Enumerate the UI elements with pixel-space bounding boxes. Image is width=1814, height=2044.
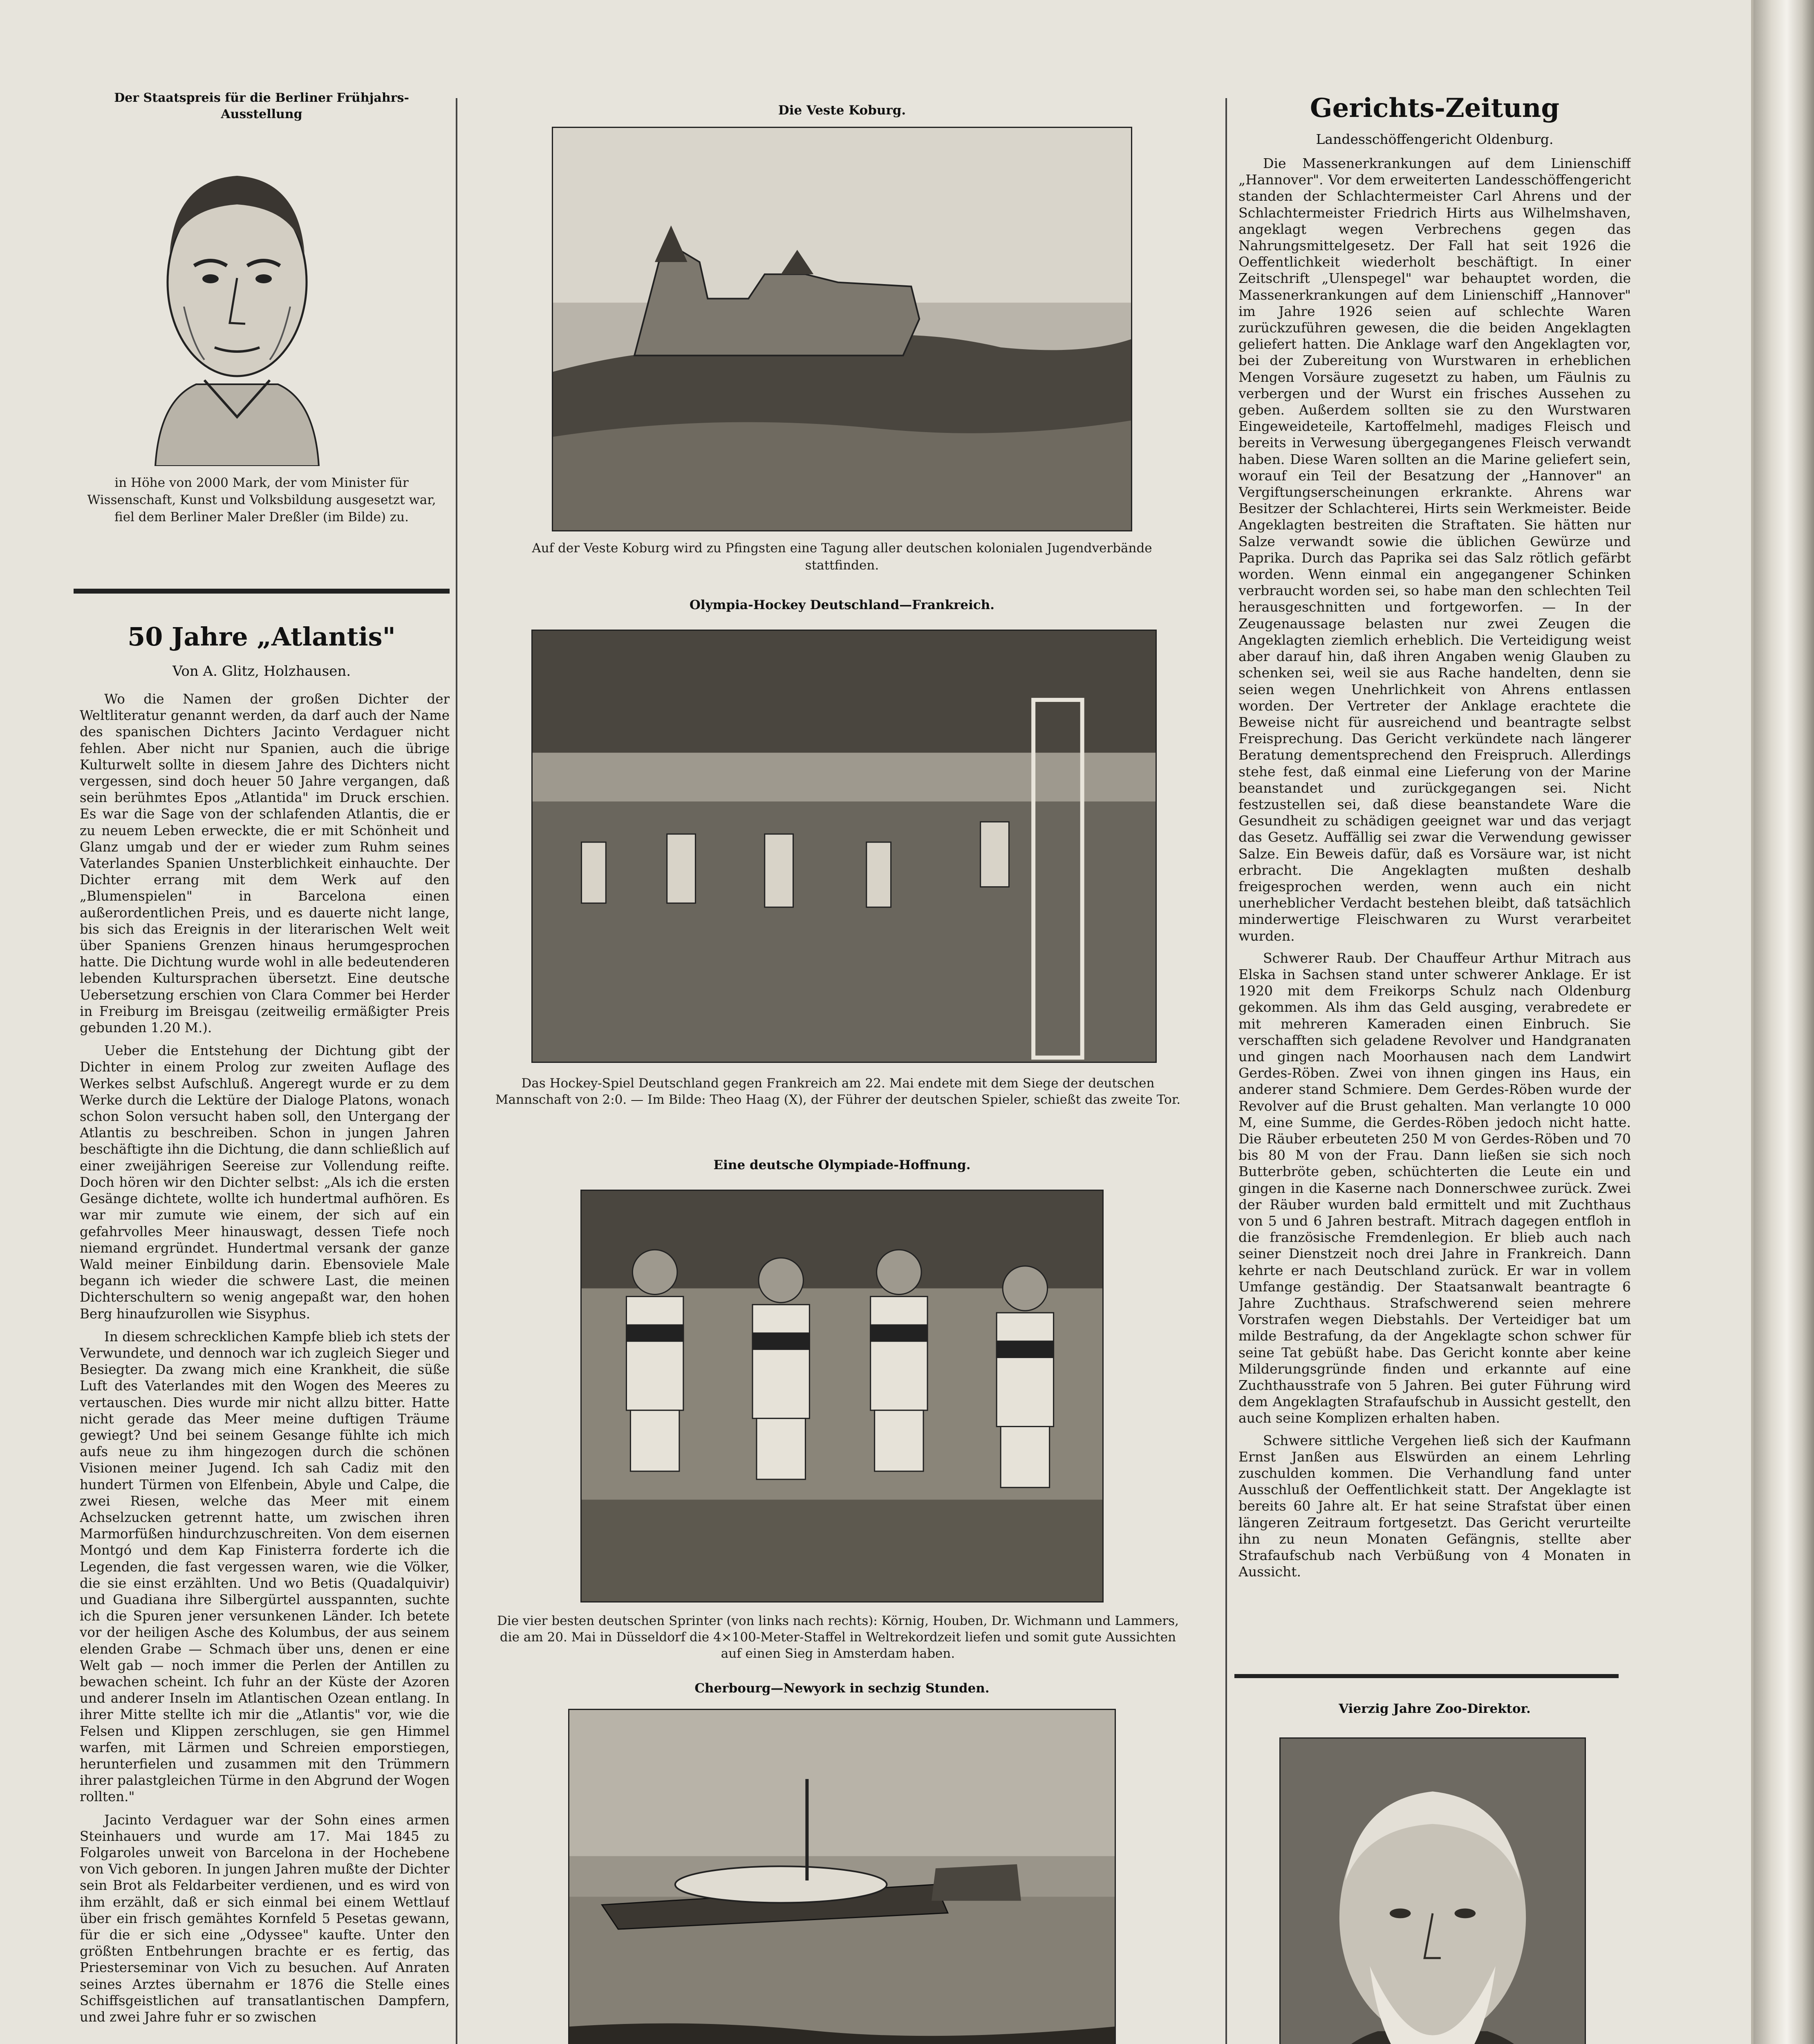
article-paragraph: In diesem schrecklichen Kampfe blieb ich stets der Verwundete, und dennoch war ich zugleich Sieger und Besiegter. Da zwang mich eine Krankheit, die süße Luft des Vaterlandes mit den Wogen des Meeres zu vertauschen. Dies wurde mir nicht allzu bitter. Hatte nicht gerade das Meer meine duftigen Träume gewiegt? Und bei seinem Gesange fühlte ich mich aufs neue zu ihm hingezogen durch die schönen Visionen meiner Jugend. Ich sah Cadiz mit den hundert Türmen von Elfenbein, Abyle und Calpe, die zwei Riesen, welche das Meer mit einem Achselzucken getrennt hatte, um zwischen ihren Marmorfüßen hindurchzuschreiten. Von dem eisernen Montgó und dem Kap Finisterra forderte ich die Legenden, die fast vergessen waren, wie die Völker, die sie einst erzählten. Und wo Betis (Quadalquivir) und Guadiana ihre Silbergürtel ausspannten, suchte ich die Spuren jener versunkenen Länder. Ich betete vor der heiligen Asche des Kolumbus, der aus seinem elenden Grabe — Schmach über uns, denen er eine Welt gab — noch immer die Perlen der Antillen zu bewachen scheint. Ich fuhr an der Küste der Azoren und anderer Inseln im Atlantischen Ozean entlang. In ihrer Mitte stellte ich mir die „Atlantis" vor, wie die Felsen und Klippen zerschlugen, sie gen Himmel warfen, mit Lärmen und Schreien emporstiegen, herunterfielen und zusammen mit den Trümmern ihrer palastgleichen Türme in den Abgrund der Wogen rollten." xyxy=(80,1329,450,1805)
column-rule xyxy=(1225,98,1227,2044)
sprinter-title: Eine deutsche Olympiade-Hoffnung. xyxy=(713,1158,971,1172)
boat-title: Cherbourg—Newyork in sechzig Stunden. xyxy=(694,1681,990,1696)
court-name: Landesschöffengericht Oldenburg. xyxy=(1316,131,1554,147)
portrait-caption: in Höhe von 2000 Mark, der vom Minister für Wissenschaft, Kunst und Volksbildung ausgesetzt war, fiel dem Berliner Maler Dreßler (im Bilde) zu. xyxy=(87,475,436,524)
zoo-director-portrait xyxy=(1279,1737,1586,2044)
article-body xyxy=(80,691,450,2044)
article-paragraph: Wo die Namen der großen Dichter der Weltliteratur genannt werden, da darf auch der Name des spanischen Dichters Jacinto Verdaguer nicht fehlen. Aber nicht nur Spanien, auch die übrige Kulturwelt sollte in diesem Jahre des Dichters nicht vergessen, sind doch heuer 50 Jahre vergangen, daß sein berühmtes Epos „Atlantida" im Druck erschien. Es war die Sage von der schlafenden Atlantis, die er zu neuem Leben erweckte, die er mit Schönheit und Glanz umgab und der er wieder zum Ruhm seines Vaterlandes Spanien Unsterblichkeit einhauchte. Der Dichter errang mit dem Werk auf den „Blumenspielen" in Barcelona einen außerordentlichen Preis, und es dauerte nicht lange, bis sich das Ereignis in der literarischen Welt weit über Spaniens Grenzen hinaus herumgesprochen hatte. Die Dichtung wurde wohl in alle bedeutenderen lebenden Kultursprachen übersetzt. Eine deutsche Uebersetzung erschien von Clara Commer bei Herder in Freiburg im Breisgau (zeitweilig ermäßigter Preis gebunden 1.20 M.). xyxy=(80,691,450,1036)
court-reports xyxy=(1238,155,1631,1668)
veste-koburg-photo xyxy=(552,127,1132,531)
article-paragraph: Jacinto Verdaguer war der Sohn eines armen Steinhauers und wurde am 17. Mai 1845 zu Folgaroles unweit von Barcelona in der Hochebene von Vich geboren. In jungen Jahren mußte der Dichter sein Brot als Feldarbeiter verdienen, und es wird von ihm erzählt, daß er sich einmal bei einem Wettlauf über ein frisch gemähtes Kornfeld 5 Pesetas gewann, für die er sich eine „Odyssee" kaufte. Unter den größten Entbehrungen brachte er es fertig, das Priesterseminar von Vich zu besuchen. Auf Anraten seines Arztes übernahm er 1876 die Stelle eines Schiffsgeistlichen auf transatlantischen Dampfern, und zwei Jahre fuhr er so zwischen xyxy=(80,1812,450,2025)
article-paragraph: Ueber die Entstehung der Dichtung gibt der Dichter in einem Prolog zur zweiten Auflage des Werkes selbst Aufschluß. Angeregt wurde er zu dem Werke durch die Lektüre der Dialoge Platons, wonach schon Solon versucht haben soll, den Untergang der Atlantis zu beschreiben. Schon in jungen Jahren beschäftigte ihn die Dichtung, die dann schließlich auf einer zweijährigen Seereise zur Vollendung reifte. Doch hören wir den Dichter selbst: „Als ich die ersten Gesänge dichtete, wollte ich hundertmal aufhören. Es war mir zumute wie einem, der sich auf ein gefahrvolles Meer hinauswagt, dessen Tiefe noch niemand ergründet. Hundertmal versank der ganze Wald meiner Einbildung darin. Ebensoviele Male begann ich wieder die schwere Last, die meinen Dichterschultern so wenig angepaßt war, den hohen Berg hinaufzurollen wie Sisyphus. xyxy=(80,1043,450,1322)
ocean-glider-photo xyxy=(568,1709,1116,2044)
article-title: 50 Jahre „Atlantis" xyxy=(128,622,396,652)
court-report-paragraph: Die Massenerkrankungen auf dem Linienschiff „Hannover". Vor dem erweiterten Landesschöffengericht standen der Schlachtermeister Carl Ahrens und der Schlachtermeister Friedrich Hirts aus Wilhelmshaven, angeklagt wegen Verbrechens gegen das Nahrungsmittelgesetz. Der Fall hat seit 1926 die Oeffentlichkeit wiederholt beschäftigt. In einer Zeitschrift „Ulenspegel" war behauptet worden, die Massenerkrankungen auf dem Linienschiff „Hannover" im Jahre 1926 seien auf schlechte Waren zurückzuführen gewesen, die die beiden Angeklagten geliefert hatten. Die Anklage warf den Angeklagten vor, bei der Zubereitung von Wurstwaren in erheblichen Mengen Vorsäure zugesetzt zu haben, um Fäulnis zu verbergen und der Wurst ein frisches Aussehen zu geben. Außerdem sollten sie zu den Wurstwaren Eingeweideteile, Kartoffelmehl, madiges Fleisch und bereits in Verwesung übergegangenes Fleisch verwandt haben. Diese Waren sollten an die Marine geliefert sein, worauf ein Teil der Besatzung der „Hannover" an Vergiftungserscheinungen erkrankte. Ahrens war Besitzer der Schlachterei, Hirts sein Werkmeister. Beide Angeklagten bestreiten die Straftaten. Sie hätten nur Salze verwandt sowie die üblichen Gewürze und Paprika. Durch das Paprika sei das Salz rötlich gefärbt worden. Wenn einmal ein angegangener Schinken verbraucht worden sei, so habe man den schlechten Teil herausgeschnitten und fortgeworfen. — In der Zeugenaussage belasten nur zwei Zeugen die Angeklagten ziemlich erheblich. Die Verteidigung weist aber darauf hin, daß ihren Angaben wenig Glauben zu schenken sei, weil sie aus Rache handelten, denn sie seien wegen Unehrlichkeit von Ahrens entlassen worden. Der Vertreter der Anklage erachtete die Beweise nicht für ausreichend und beantragte selbst Freisprechung. Das Gericht verkündete nach längerer Beratung dementsprechend den Freispruch. Allerdings stehe fest, daß einmal eine Lieferung von der Marine beanstandet und zurückgegangen sei. Nicht festzustellen sei, daß diese beanstandete Ware die Gesundheit zu schädigen geeignet war und das verjagt das Gesetz. Auffällig sei zwar die Verwendung gewisser Salze. Ein Beweis dafür, daß es Vorsäure war, ist nicht erbracht. Die Angeklagten mußten deshalb freigesprochen werden, wenn auch ein nicht unerheblicher Verdacht bestehen bleibt, daß tatsächlich minderwertige Fleischwaren zu Wurst verarbeitet wurden. xyxy=(1238,155,1631,944)
sprinter-caption: Die vier besten deutschen Sprinter (von links nach rechts): Körnig, Houben, Dr. Wichmann und Lammers, die am 20. Mai in Düsseldorf die 4×100-Meter-Staffel in Weltrekordzeit liefen und somit gute Aussichten auf einen Sieg in Amsterdam haben. xyxy=(497,1614,1179,1661)
hockey-caption: Das Hockey-Spiel Deutschland gegen Frankreich am 22. Mai endete mit dem Siege der deutschen Mannschaft von 2:0. — Im Bilde: Theo Haag (X), der Führer der deutschen Spieler, schießt das zweite Tor. xyxy=(495,1076,1181,1107)
veste-caption: Auf der Veste Koburg wird zu Pfingsten eine Tagung aller deutschen kolonialen Jugendverbände stattfinden. xyxy=(532,541,1152,573)
column-divider-rule xyxy=(74,589,450,594)
hockey-title: Olympia-Hockey Deutschland—Frankreich. xyxy=(689,598,995,612)
hockey-match-photo xyxy=(531,630,1157,1063)
court-section-title: Gerichts-Zeitung xyxy=(1310,93,1560,123)
column-rule xyxy=(456,98,457,2044)
veste-title: Die Veste Koburg. xyxy=(778,103,906,118)
sprinters-photo xyxy=(580,1190,1104,1602)
portrait-sketch-painter xyxy=(123,131,352,466)
portrait-title: Der Staatspreis für die Berliner Frühjahrs-Ausstellung xyxy=(114,91,409,121)
man-portrait-drawing xyxy=(123,131,352,466)
court-report-paragraph: Schwere sittliche Vergehen ließ sich der Kaufmann Ernst Janßen aus Elswürden an einem Lehrling zuschulden kommen. Die Verhandlung fand unter Ausschluß der Oeffentlichkeit statt. Der Angeklagte ist bereits 60 Jahre alt. Er hat seine Strafstat über einen längeren Zeitraum fortgesetzt. Das Gericht verurteilte ihn zu neun Monaten Gefängnis, stellte aber Strafaufschub nach Verbüßung von 4 Monaten in Aussicht. xyxy=(1238,1432,1631,1580)
book-binding-edge xyxy=(1754,0,1814,2044)
zoo-title: Vierzig Jahre Zoo-Direktor. xyxy=(1339,1701,1531,1716)
court-bottom-rule xyxy=(1234,1674,1619,1678)
article-byline: Von A. Glitz, Holzhausen. xyxy=(172,663,351,679)
court-report-paragraph: Schwerer Raub. Der Chauffeur Arthur Mitrach aus Elska in Sachsen stand unter schwerer Anklage. Er ist 1920 mit dem Freikorps Schulz nach Oldenburg gekommen. Als ihm das Geld ausging, verabredete er mit mehreren Kameraden einen Einbruch. Sie verschafften sich geladene Revolver und Handgranaten und gingen nach Moorhausen nach dem Landwirt Gerdes-Röben. Zwei von ihnen gingen ins Haus, ein anderer stand Schmiere. Dem Gerdes-Röben wurde der Revolver auf die Brust gehalten. Man verlangte 10 000 M, eine Summe, die Gerdes-Röben jedoch nicht hatte. Die Räuber erbeuteten 250 M von Gerdes-Röben und 70 bis 80 M von der Frau. Dann ließen sie sich noch Butterbröte geben, schüchterten die Leute ein und gingen in die Kaserne nach Donnerschwee zurück. Zwei der Räuber wurden bald ermittelt und mit Zuchthaus von 5 und 6 Jahren bestraft. Mitrach dagegen entfloh in die französische Fremdenlegion. Er blieb auch nach seiner Dienstzeit noch drei Jahre in Frankreich. Dann kehrte er nach Deutschland zurück. Er war in vollem Umfange geständig. Der Staatsanwalt beantragte 6 Jahre Zuchthaus. Strafschwerend seien mehrere Vorstrafen wegen Diebstahls. Der Verteidiger bat um milde Bestrafung, da der Angeklagte schon schwer für seine Tat gebüßt habe. Das Gericht konnte aber keine Milderungsgründe finden und erkannte auf eine Zuchthausstrafe von 5 Jahren. Bei guter Führung wird dem Angeklagten Strafaufschub in Aussicht gestellt, den auch seine Komplizen erhalten haben. xyxy=(1238,950,1631,1426)
